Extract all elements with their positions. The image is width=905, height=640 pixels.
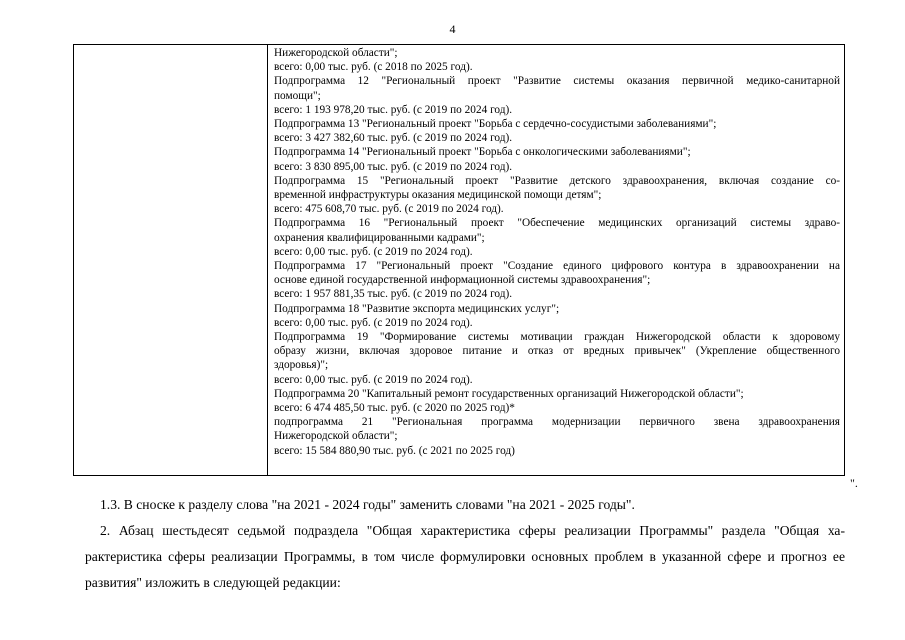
table-line: здоровья)"; — [274, 359, 329, 372]
paragraph-2-line-2: рактеристика сферы реализации Программы, в том числе формулировки основных проблем в указанной сфере и прогноз ее — [85, 549, 845, 564]
table-line: всего: 0,00 тыс. руб. (с 2019 по 2024 год). — [274, 316, 473, 329]
paragraph-2-line-1: 2. Абзац шестьдесят седьмой подраздела "Общая характеристика сферы реализации Программы" раздела "Общая ха- — [100, 523, 845, 538]
table-line: всего: 1 957 881,35 тыс. руб. (с 2019 по 2024 год). — [274, 288, 513, 301]
table-line: Подпрограмма 13 "Региональный проект "Борьба с сердечно-сосудистыми заболеваниями"; — [274, 118, 717, 131]
table-line: Подпрограмма 20 "Капитальный ремонт государственных организаций Нижегородской области"; — [274, 387, 744, 400]
table-line: образу жизни, включая здоровое питание и отказ от вредных привычек" (Укрепление общественного — [274, 345, 840, 358]
table-line: всего: 0,00 тыс. руб. (с 2019 по 2024 год). — [274, 373, 473, 386]
closing-quote: ". — [850, 476, 858, 490]
table-line: Подпрограмма 19 "Формирование системы мотивации граждан Нижегородской области к здоровому — [274, 331, 840, 344]
table-line: Подпрограмма 17 "Региональный проект "Создание единого цифрового контура в здравоохранении на — [274, 260, 840, 273]
table-line: Подпрограмма 16 "Региональный проект "Обеспечение медицинских организаций системы здраво- — [274, 217, 840, 230]
table-line: помощи"; — [274, 89, 321, 102]
table-line: всего: 3 427 382,60 тыс. руб. (с 2019 по 2024 год). — [274, 132, 513, 145]
table-line: Подпрограмма 15 "Региональный проект "Развитие детского здравоохранения, включая создание со- — [274, 174, 840, 187]
table-line: Подпрограмма 18 "Развитие экспорта медицинских услуг"; — [274, 302, 560, 315]
table-line: всего: 475 608,70 тыс. руб. (с 2019 по 2024 год). — [274, 203, 504, 216]
table-line: Нижегородской области"; — [274, 430, 398, 443]
table-line: всего: 15 584 880,90 тыс. руб. (с 2021 по 2025 год) — [274, 444, 515, 457]
page-number: 4 — [449, 22, 456, 36]
table-line: всего: 3 830 895,00 тыс. руб. (с 2019 по 2024 год). — [274, 160, 513, 173]
table-line: основе единой государственной информационной системы здравоохранения"; — [274, 274, 651, 287]
table-left-column — [74, 45, 268, 475]
table-line: всего: 0,00 тыс. руб. (с 2019 по 2024 год). — [274, 245, 473, 258]
table-line: охранения квалифицированными кадрами"; — [274, 231, 485, 244]
table-line: Подпрограмма 12 "Региональный проект "Развитие системы оказания первичной медико-санитарной — [274, 75, 840, 88]
paragraph-2-line-3: развития" изложить в следующей редакции: — [85, 575, 341, 590]
table-line: временной инфраструктуры оказания медицинской помощи детям"; — [274, 189, 602, 202]
table-line: всего: 1 193 978,20 тыс. руб. (с 2019 по 2024 год). — [274, 103, 513, 116]
table-funding-cell — [274, 46, 840, 458]
paragraph-1-3: 1.3. В сноске к разделу слова "на 2021 - 2024 годы" заменить словами "на 2021 - 2025 годы". — [100, 497, 635, 512]
subprogram-table — [73, 44, 845, 476]
table-line: всего: 0,00 тыс. руб. (с 2018 по 2025 год). — [274, 61, 473, 74]
table-line: Нижегородской области"; — [274, 47, 398, 59]
table-line: всего: 6 474 485,50 тыс. руб. (с 2020 по 2025 год)* — [274, 402, 515, 415]
table-line: подпрограмма 21 "Региональная программа модернизации первичного звена здравоохранения — [274, 416, 840, 429]
table-line: Подпрограмма 14 "Региональный проект "Борьба с онкологическими заболеваниями"; — [274, 146, 691, 159]
